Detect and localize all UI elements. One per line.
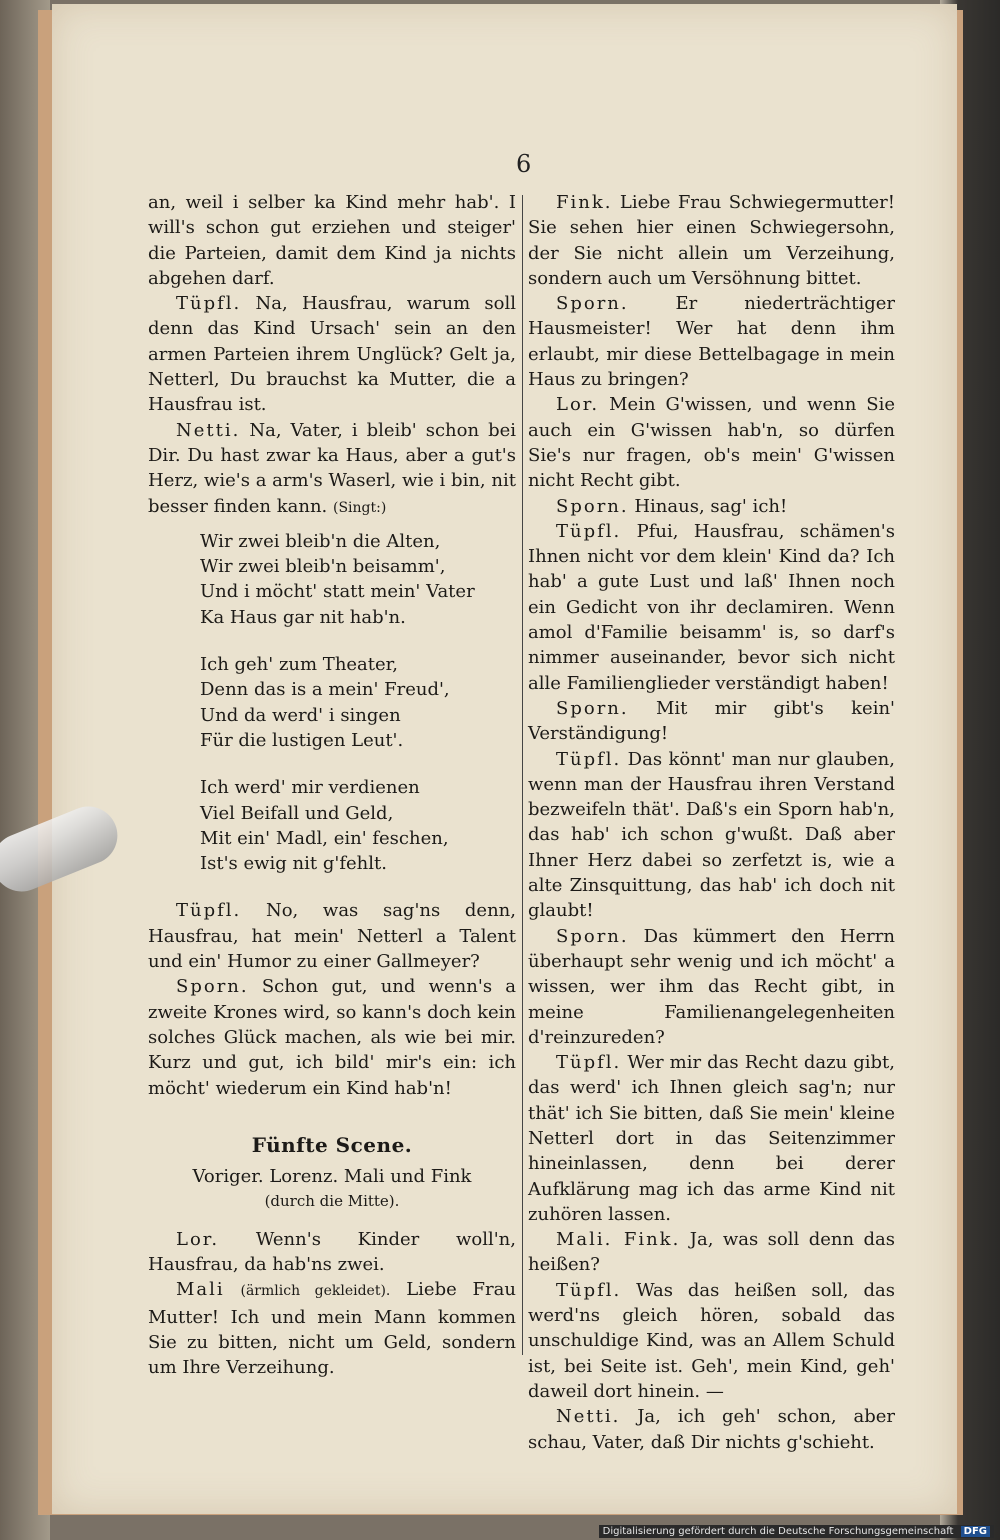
dialogue-sporn [528,291,895,392]
dialogue-text: Was das heißen soll, das werd'ns gleich hören, sobald das unschuldige Kind, was an Allem Schuld ist, bei Seite ist. Geh', mein Kind, geh' daweil dort hinein. — [528,1279,895,1402]
paragraph: an, weil i selber ka Kind mehr hab'. I will's schon gut erziehen und steiger' die Parteien, damit dem Kind ja nichts abgehen darf. [148,192,516,289]
dialogue-lor [528,392,895,493]
dialogue-text: Mit mir gibt's kein' Verständigung! [528,697,895,745]
speaker-name: Tüpfl. [176,293,242,315]
song-line: Für die lustigen Leut'. [200,729,404,751]
dialogue-text: Er niederträchtiger Hausmeister! Wer hat denn ihm erlaubt, mir diese Bettelbagage in mein Haus zu bringen? [528,293,895,391]
speaker-name: Tüpfl. [556,520,622,542]
credit-text: Digitalisierung gefördert durch die Deutsche Forschungsgemeinschaft [602,1526,954,1537]
song-line: Und i möcht' statt mein' Vater [200,581,475,603]
dialogue-sporn [148,974,516,1100]
dialogue-text: Das könnt' man nur glauben, wenn man der Hausfrau ihren Verstand bezweifeln thät'. Daß's ein Sporn hab'n, das hab' ich schon g'wußt. Daß aber Ihner Herz dabei so zerfetzt is, wie a alte Zinsquittung, das hab' ich doch nit glaubt! [528,748,895,922]
dialogue-text: Liebe Frau Schwiegermutter! Sie sehen hier einen Schwiegersohn, der Sie nicht allein um Verzeihung, sondern auch um Versöhnung bittet. [528,192,895,289]
speaker-name: Tüpfl. [556,748,622,770]
dialogue-text: Na, Hausfrau, warum soll denn das Kind Ursach' sein an den armen Parteien ihrem Unglück? Gelt ja, Netterl, Du brauchst ka Mutter, die a Hausfrau ist. [148,293,516,416]
dialogue-tuepfl [528,1278,895,1404]
speaker-name: Sporn. [556,495,629,517]
speaker-name: Sporn. [176,976,249,998]
song-line: Ka Haus gar nit hab'n. [200,606,406,628]
dialogue-mali-fink [528,1227,895,1278]
speaker-name: Fink. [556,192,613,213]
speaker-name: Mali [176,1279,225,1301]
dialogue-text: Na, Vater, i bleib' schon bei Dir. Du hast zwar ka Haus, aber a gut's Herz, wie's a arm's Waserl, wie i bin, nit besser finden kann. [148,419,516,517]
dialogue-tuepfl [148,898,516,974]
dialogue-sporn [528,696,895,747]
dialogue-sporn [528,494,895,519]
speaker-name: Tüpfl. [556,1052,622,1074]
song-stanza [200,529,516,630]
left-column [148,190,516,1380]
dialogue-tuepfl [148,291,516,417]
song-line: Wir zwei bleib'n die Alten, [200,530,441,552]
stage-direction: (Singt:) [333,499,387,516]
dialogue-fink [528,190,895,291]
song-line: Viel Beifall und Geld, [200,802,394,824]
dialogue-netti [148,418,516,521]
dialogue-tuepfl [528,519,895,696]
dialogue-text: Wer mir das Recht dazu gibt, das werd' ich Ihnen gleich sag'n; nur thät' ich Sie bitten, daß Sie mein' kleine Netterl dort in das Seitenzimmer hineinlassen, denn bei derer Aufklärung mag ich das arme Kind nit zuhören lassen. [528,1052,895,1225]
dialogue-text: Das kümmert den Herrn überhaupt sehr wenig und ich möcht' a wissen, wer ihm das Recht gibt, in meine Familienangelegenheiten d'reinzureden? [528,925,895,1048]
speaker-name: Sporn. [556,925,629,947]
dialogue-tuepfl [528,747,895,924]
stage-direction: (ärmlich gekleidet). [240,1283,391,1300]
dialogue-text: Liebe Frau Mutter! Ich und mein Mann kommen Sie zu bitten, nicht um Geld, sondern um Ihre Verzeihung. [148,1279,516,1379]
dialogue-text: Wenn's Kinder woll'n, Hausfrau, da hab'ns zwei. [148,1228,516,1275]
speaker-name: Sporn. [556,697,629,719]
dfg-logo: DFG [961,1526,990,1537]
dialogue-tuepfl [528,1050,895,1227]
dialogue-text: No, was sag'ns denn, Hausfrau, hat mein' Netterl a Talent und ein' Humor zu einer Gallmeyer? [148,900,516,973]
song-line: Ich geh' zum Theater, [200,654,399,676]
dialogue-netti [528,1404,895,1455]
song-line: Wir zwei bleib'n beisamm', [200,556,446,578]
speaker-name: Netti. [556,1406,621,1428]
dialogue-text: Pfui, Hausfrau, schämen's Ihnen nicht vor dem klein' Kind da? Ich hab' a gute Lust und laß' Ihnen noch ein Gedicht von ihr declamiren. Wenn amol d'Familie beisamm' is, so darf's nimmer auseinander, bevor sich nicht alle Familienglieder verständigt haben! [528,520,895,694]
speaker-name: Tüpfl. [176,900,242,922]
song-line: Und da werd' i singen [200,704,401,726]
stage-direction: (durch die Mitte). [264,1192,400,1211]
speaker-name: Lor. [176,1228,220,1250]
right-column [528,190,895,1455]
song-line: Ich werd' mir verdienen [200,777,420,799]
column-divider [522,195,523,1355]
speaker-name: Mali. Fink. [556,1229,681,1251]
song-line: Mit ein' Madl, ein' feschen, [200,827,449,849]
song-line: Denn das is a mein' Freud', [200,679,450,701]
speaker-name: Lor. [556,394,600,416]
dialogue-text: Ja, was soll denn das heißen? [528,1229,896,1276]
dialogue-lor [148,1227,516,1278]
dialogue-text: Schon gut, und wenn's a zweite Krones wird, so kann's doch kein solches Glück machen, als wie bei mir. Kurz und gut, ich bild' mir's ein: ich möcht' wiederum ein Kind hab'n! [148,976,516,1099]
dialogue-text: Ja, ich geh' schon, aber schau, Vater, daß Dir nichts g'schieht. [528,1406,895,1453]
page-number: 6 [516,150,532,178]
song [200,529,516,877]
song-line: Ist's ewig nit g'fehlt. [200,853,387,875]
speaker-name: Tüpfl. [556,1279,622,1301]
speaker-name: Netti. [176,419,241,441]
dialogue-text: Hinaus, sag' ich! [634,495,788,517]
song-stanza [200,652,516,753]
song-stanza [200,775,516,876]
dialogue-mali [148,1277,516,1380]
dialogue-text: Mein G'wissen, und wenn Sie auch ein G'wissen hab'n, so dürfen Sie's nur fragen, ob's mein' G'wissen nicht Recht gibt. [528,394,895,492]
speaker-name: Sporn. [556,293,629,315]
dialogue-sporn [528,924,895,1050]
scene-title: Fünfte Scene. [251,1132,413,1157]
digitization-credit [599,1525,994,1538]
cast-list: Voriger. Lorenz. Mali und Fink [192,1166,472,1188]
